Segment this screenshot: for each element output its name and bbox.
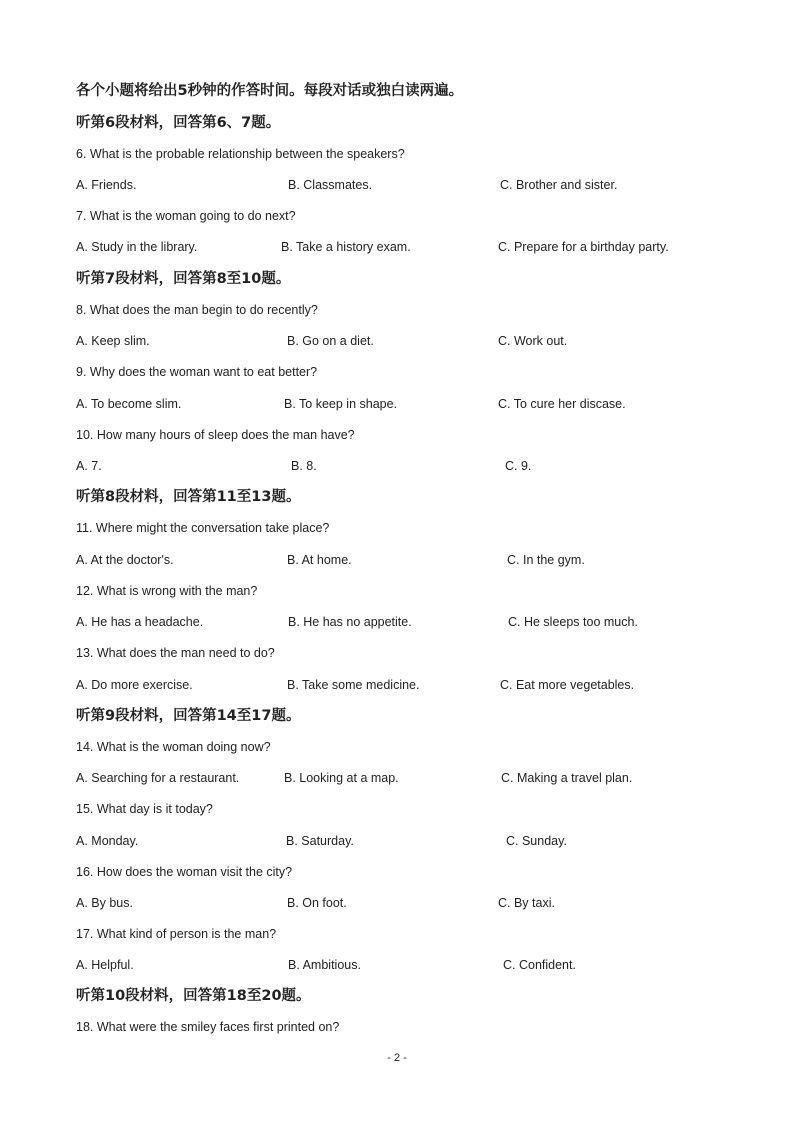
option-b: B. Take some medicine. [287, 678, 420, 692]
section-heading: 听第8段材料，回答第11至13题。 [76, 489, 301, 505]
option-a: A. At the doctor's. [76, 553, 174, 567]
question: 12. What is wrong with the man? [76, 584, 258, 598]
section-heading: 听第10段材料，回答第18至20题。 [76, 988, 311, 1004]
option-c: C. Confident. [503, 958, 576, 972]
option-a: A. 7. [76, 459, 102, 473]
option-b: B. Looking at a map. [284, 771, 399, 785]
question: 6. What is the probable relationship between the speakers? [76, 147, 405, 161]
option-b: B. 8. [291, 459, 317, 473]
option-a: A. Friends. [76, 178, 137, 192]
option-a: A. Monday. [76, 834, 139, 848]
question: 11. Where might the conversation take place? [76, 521, 330, 535]
option-c: C. Prepare for a birthday party. [498, 240, 669, 254]
option-c: C. Sunday. [506, 834, 567, 848]
option-b: B. On foot. [287, 896, 347, 910]
option-c: C. Brother and sister. [500, 178, 618, 192]
option-b: B. Saturday. [286, 834, 354, 848]
option-b: B. At home. [287, 553, 352, 567]
option-a: A. To become slim. [76, 397, 182, 411]
question: 7. What is the woman going to do next? [76, 209, 296, 223]
option-a: A. By bus. [76, 896, 133, 910]
option-b: B. Classmates. [288, 178, 373, 192]
question: 18. What were the smiley faces first printed on? [76, 1020, 340, 1034]
question: 15. What day is it today? [76, 802, 213, 816]
option-b: B. Take a history exam. [281, 240, 411, 254]
option-b: B. To keep in shape. [284, 397, 398, 411]
option-c: C. Work out. [498, 334, 568, 348]
question: 13. What does the man need to do? [76, 646, 275, 660]
option-b: B. Go on a diet. [287, 334, 374, 348]
option-c: C. By taxi. [498, 896, 555, 910]
option-a: A. Keep slim. [76, 334, 150, 348]
question: 17. What kind of person is the man? [76, 927, 277, 941]
intro-text: 各个小题将给出5秒钟的作答时间。每段对话或独白读两遍。 [76, 83, 464, 99]
question: 10. How many hours of sleep does the man have? [76, 428, 355, 442]
option-b: B. Ambitious. [288, 958, 361, 972]
option-a: A. Do more exercise. [76, 678, 193, 692]
question: 14. What is the woman doing now? [76, 740, 271, 754]
option-c: C. To cure her discase. [498, 397, 626, 411]
question: 8. What does the man begin to do recently? [76, 303, 318, 317]
page-number: - 2 - [387, 1052, 407, 1064]
option-c: C. In the gym. [507, 553, 585, 567]
section-heading: 听第9段材料，回答第14至17题。 [76, 708, 301, 724]
section-heading: 听第6段材料，回答第6、7题。 [76, 115, 281, 131]
option-a: A. Searching for a restaurant. [76, 771, 240, 785]
section-heading: 听第7段材料，回答第8至10题。 [76, 271, 291, 287]
option-b: B. He has no appetite. [288, 615, 412, 629]
option-c: C. He sleeps too much. [508, 615, 638, 629]
option-a: A. Helpful. [76, 958, 134, 972]
question: 9. Why does the woman want to eat better? [76, 365, 318, 379]
option-c: C. Eat more vegetables. [500, 678, 635, 692]
option-a: A. He has a headache. [76, 615, 204, 629]
option-a: A. Study in the library. [76, 240, 198, 254]
question: 16. How does the woman visit the city? [76, 865, 293, 879]
option-c: C. 9. [505, 459, 532, 473]
option-c: C. Making a travel plan. [501, 771, 633, 785]
